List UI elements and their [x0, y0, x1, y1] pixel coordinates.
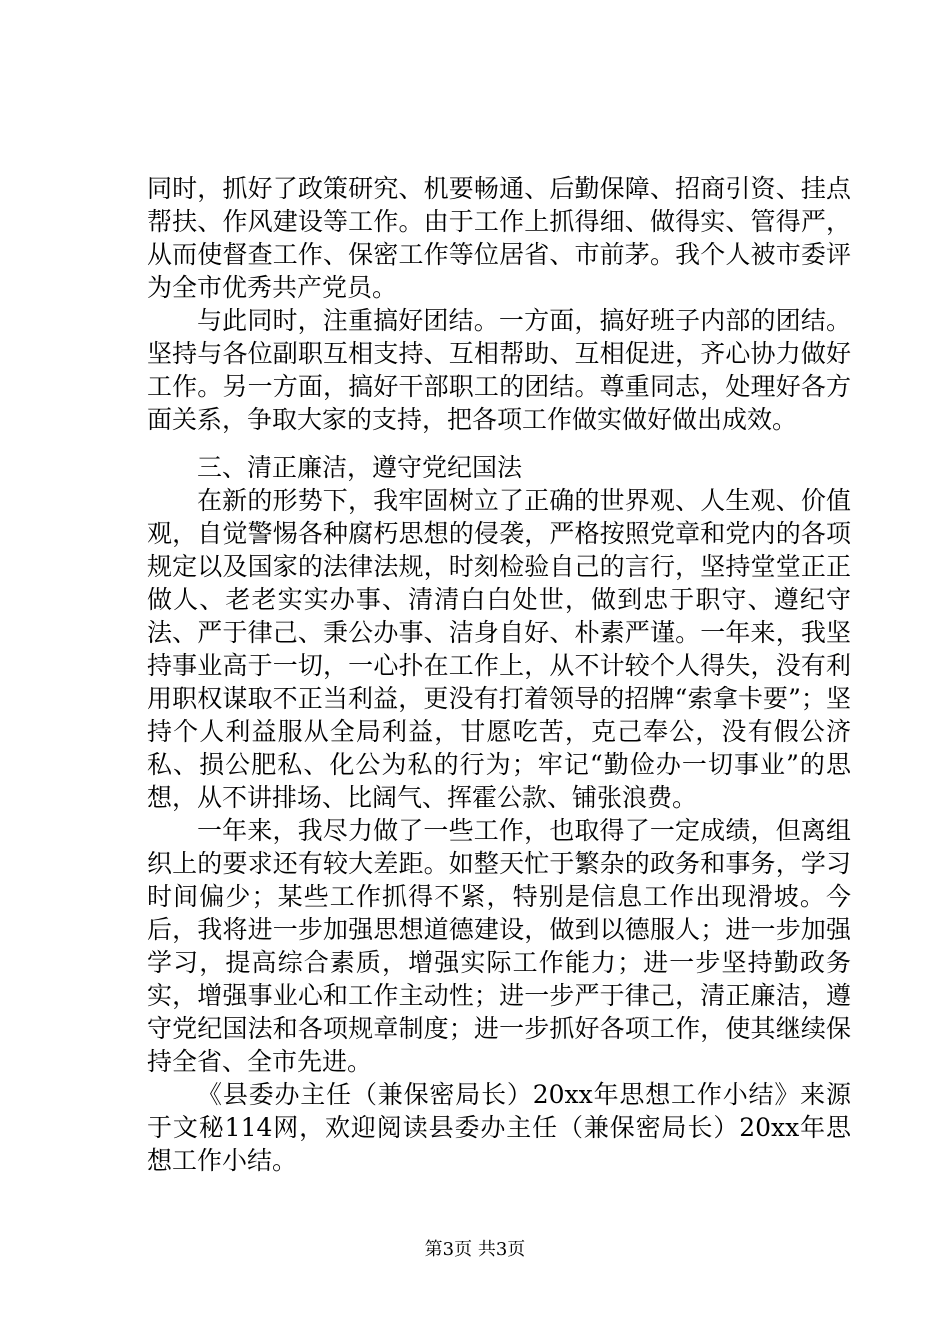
paragraph-summary: 一年来，我尽力做了一些工作，也取得了一定成绩，但离组织上的要求还有较大差距。如整天忙于繁杂的政务和事务，学习时间偏少；某些工作抓得不紧，特别是信息工作出现滑坡。今后，我将进一步加强思想道德建设，做到以德服人；进一步加强学习，提高综合素质，增强实际工作能力；进一步坚持勤政务实，增强事业心和工作主动性；进一步严于律己，清正廉洁，遵守党纪国法和各项规章制度；进一步抓好各项工作，使其继续保持全省、全市先进。	[147, 816, 851, 1076]
page-number-footer: 第3页 共3页	[424, 1239, 526, 1260]
document-body	[147, 172, 851, 1177]
paragraph-continuation: 同时，抓好了政策研究、机要畅通、后勤保障、招商引资、挂点帮扶、作风建设等工作。由于工作上抓得细、做得实、管得严，从而使督查工作、保密工作等位居省、市前茅。我个人被市委评为全市优秀共产党员。	[147, 174, 851, 302]
section-heading: 三、清正廉洁，遵守党纪国法	[197, 453, 523, 482]
paragraph-integrity: 在新的形势下，我牢固树立了正确的世界观、人生观、价值观，自觉警惕各种腐朽思想的侵袭，严格按照党章和党内的各项规定以及国家的法律法规，时刻检验自己的言行，坚持堂堂正正做人、老老实实办事、清清白白处世，做到忠于职守、遵纪守法、严于律己、秉公办事、洁身自好、朴素严谨。一年来，我坚持事业高于一切，一心扑在工作上，从不计较个人得失，没有利用职权谋取不正当利益，更没有打着领导的招牌“索拿卡要”；坚持个人利益服从全局利益，甘愿吃苦，克己奉公，没有假公济私、损公肥私、化公为私的行为；牢记“勤俭办一切事业”的思想，从不讲排场、比阔气、挥霍公款、铺张浪费。	[147, 486, 851, 812]
paragraph-source-note: 《县委办主任（兼保密局长）20xx年思想工作小结》来源于文秘114网，欢迎阅读县委办主任（兼保密局长）20xx年思想工作小结。	[147, 1080, 851, 1175]
paragraph-unity: 与此同时，注重搞好团结。一方面，搞好班子内部的团结。坚持与各位副职互相支持、互相帮助、互相促进，齐心协力做好工作。另一方面，搞好干部职工的团结。尊重同志，处理好各方面关系，争取大家的支持，把各项工作做实做好做出成效。	[147, 306, 851, 434]
